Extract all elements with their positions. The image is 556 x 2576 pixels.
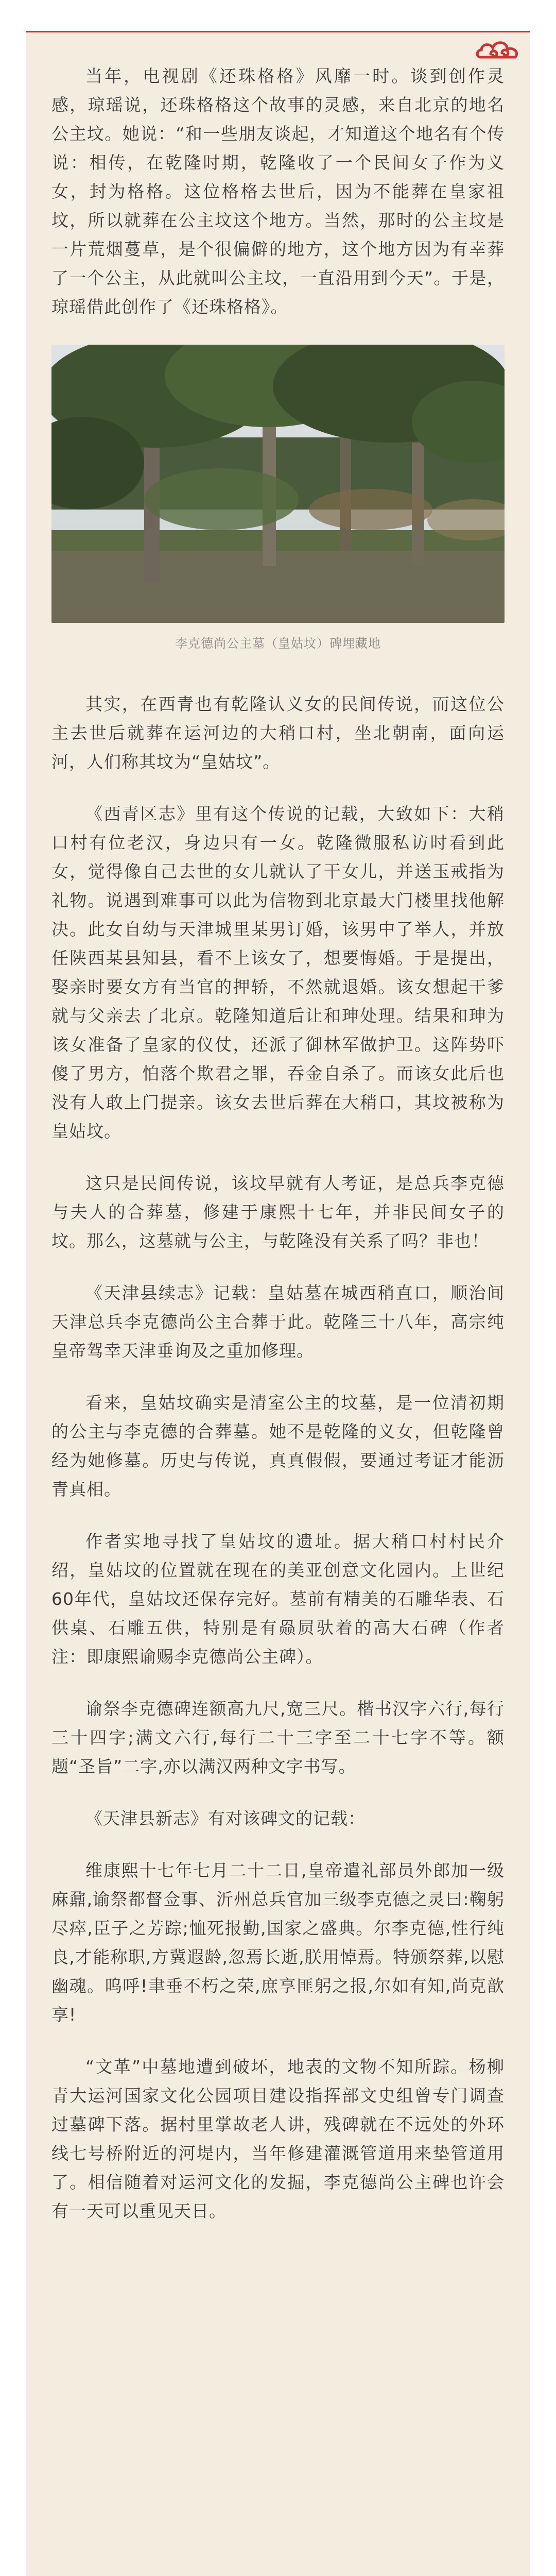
paragraph: 维康熙十七年七月二十二日,皇帝遣礼部员外郎加一级麻鼐,谕祭都督佥事、沂州总兵官加三级李克德之灵曰:鞠躬尽瘁,臣子之芳踪;恤死报勤,国家之盛典。尔李克德,性行纯良,才能称职,方冀遐龄,忽焉长逝,朕用悼焉。特颁祭葬,以慰幽魂。呜呼!聿垂不朽之荣,庶享匪躬之报,尔如有知,尚克歆享! [51,1860,505,2025]
paragraph: 作者实地寻找了皇姑坟的遗址。据大稍口村村民介绍，皇姑坟的位置就在现在的美亚创意文化园内。上世纪60年代，皇姑坟还保存完好。墓前有精美的石雕华表、石供桌、石雕五供，特别是有赑屃驮着的高大石碑（作者注：即康熙谕赐李克德尚公主碑）。 [51,1531,505,1667]
photo-caption: 李克德尚公主墓（皇姑坟）碑埋藏地 [175,636,381,651]
paragraph: “文革”中墓地遭到破坏，地表的文物不知所踪。杨柳青大运河国家文化公园项目建设指挥部文史组曾专门调查过墓碑下落。据村里掌故老人讲，残碑就在不远处的外环线七号桥附近的河堤内，当年修建灌溉管道用来垫管道用了。相信随着对运河文化的发掘，李克德尚公主碑也许会有一天可以重见天日。 [51,2057,505,2221]
paragraph: 看来，皇姑坟确实是清室公主的坟墓，是一位清初期的公主与李克德的合葬墓。她不是乾隆的义女，但乾隆曾经为她修墓。历史与传说，真真假假，要通过考证才能沥青真相。 [51,1393,505,1499]
paragraph: 《西青区志》里有这个传说的记载，大致如下：大稍口村有位老汉，身边只有一女。乾隆微服私访时看到此女，觉得像自己去世的女儿就认了干女儿，并送玉戒指为礼物。说遇到难事可以此为信物到北京最大门楼里找他解决。此女自幼与天津城里某男订婚，该男中了举人，并放任陕西某县知县，看不上该女了，想要悔婚。于是提出，娶亲时要女方有当官的押轿，不然就退婚。该女想起干爹就与父亲去了北京。乾隆知道后让和珅处理。结果和珅为该女准备了皇家的仪仗，还派了御林军做护卫。这阵势吓傻了男方，怕落个欺君之罪，吞金自杀了。而该女此后也没有人敢上门提亲。该女去世后葬在大稍口，其坟被称为皇姑坟。 [51,804,505,1141]
paragraph: 当年，电视剧《还珠格格》风靡一时。谈到创作灵感，琼瑶说，还珠格格这个故事的灵感，来自北京的地名公主坟。她说：“和一些朋友谈起，才知道这个地名有个传说：相传，在乾隆时期，乾隆收了一个民间女子作为义女，封为格格。这位格格去世后，因为不能葬在皇家祖坟，所以就葬在公主坟这个地方。当然，那时的公主坟是一片荒烟蔓草，是个很偏僻的地方，这个地方因为有幸葬了一个公主，从此就叫公主坟，一直沿用到今天”。于是，琼瑶借此创作了《还珠格格》。 [51,66,505,317]
auspicious-cloud-icon [475,37,520,65]
paragraph: 《天津县续志》记载：皇姑墓在城西稍直口，顺治间天津总兵李克德尚公主合葬于此。乾隆三十八年，高宗纯皇帝驾幸天津垂询及之重加修理。 [51,1283,505,1361]
paragraph: 其实，在西青也有乾隆认义女的民间传说，而这位公主去世后就葬在运河边的大稍口村，坐北朝南，面向运河，人们称其坟为“皇姑坟”。 [51,694,505,772]
paragraph: 《天津县新志》有对该碑文的记载： [85,1808,366,1828]
paragraph: 谕祭李克德碑连额高九尺,宽三尺。楷书汉字六行,每行三十四字;满文六行,每行二十三字至二十七字不等。额题“圣旨”二字,亦以满汉两种文字书写。 [51,1699,505,1776]
paragraph: 这只是民间传说，该坟早就有人考证，是总兵李克德与夫人的合葬墓，修建于康熙十七年，并非民间女子的坟。那么，这墓就与公主，与乾隆没有关系了吗？非也！ [51,1173,505,1251]
article-body [51,62,505,2249]
tomb-site-photo [51,345,505,623]
